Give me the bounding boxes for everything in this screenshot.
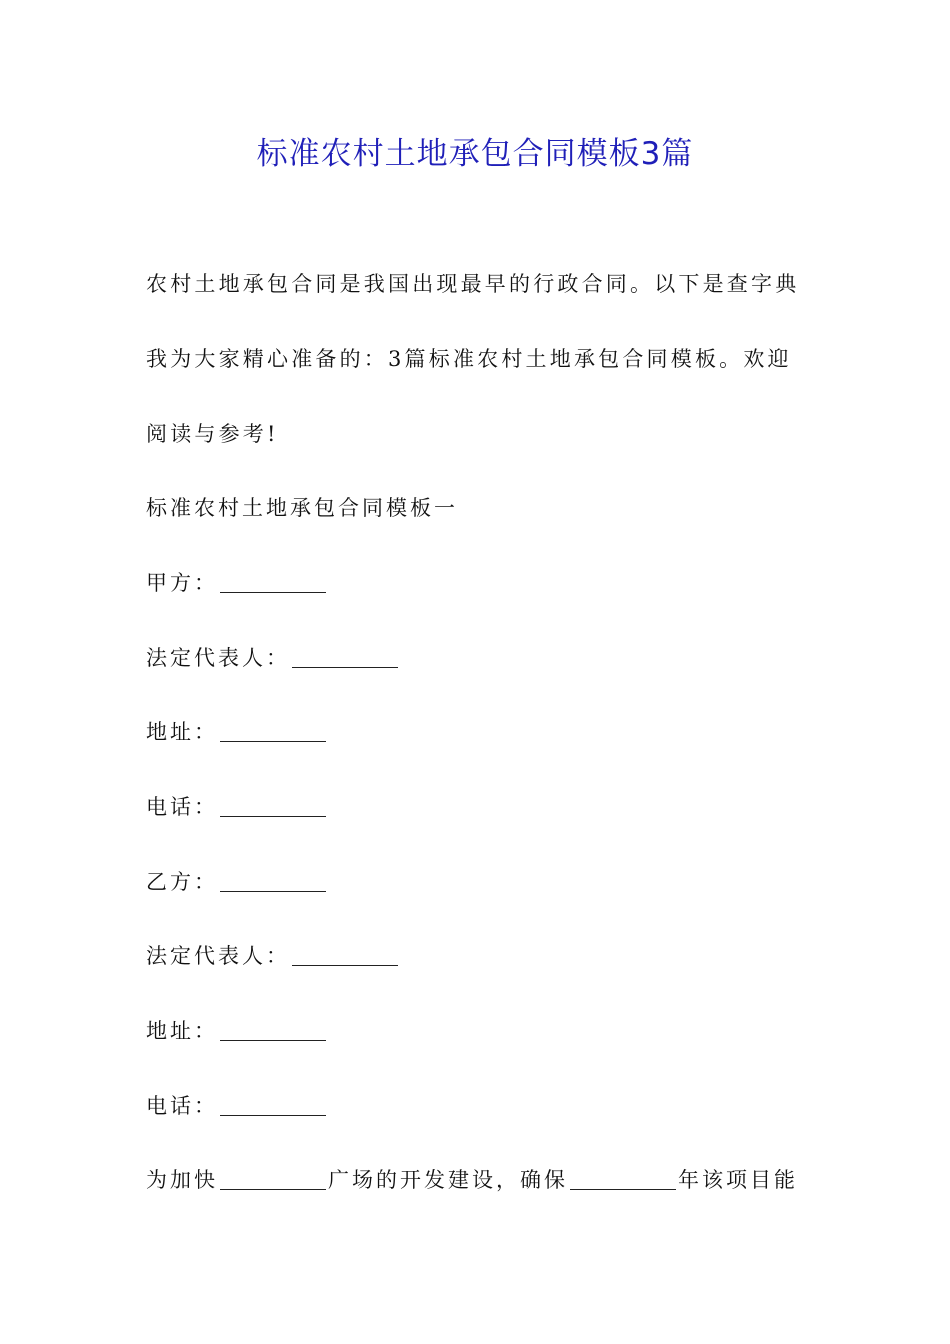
body-text-part-2: 广场的开发建设，确保 xyxy=(328,1168,568,1192)
field-label: 乙方： xyxy=(146,870,218,894)
fill-blank xyxy=(220,1039,326,1041)
field-party-b xyxy=(146,867,326,897)
fill-blank xyxy=(292,666,398,668)
body-text-part-3: 年该项目能 xyxy=(678,1168,798,1192)
fill-blank xyxy=(220,740,326,742)
field-phone-a xyxy=(146,792,326,822)
section-heading: 标准农村土地承包合同模板一 xyxy=(146,496,458,520)
field-label: 地址： xyxy=(146,720,218,744)
fill-blank xyxy=(220,591,326,593)
field-party-a xyxy=(146,568,326,598)
fill-blank xyxy=(292,964,398,966)
field-label: 法定代表人： xyxy=(146,944,290,968)
intro-line-2: 我为大家精心准备的：3篇标准农村土地承包合同模板。欢迎 xyxy=(146,347,792,371)
field-phone-b xyxy=(146,1091,326,1121)
fill-blank xyxy=(220,815,326,817)
field-label: 电话： xyxy=(146,795,218,819)
field-legal-rep-a xyxy=(146,643,398,673)
field-label: 甲方： xyxy=(146,571,218,595)
field-address-a xyxy=(146,717,326,747)
field-label: 法定代表人： xyxy=(146,646,290,670)
fill-blank xyxy=(220,1114,326,1116)
fill-blank xyxy=(220,1188,326,1190)
field-label: 电话： xyxy=(146,1094,218,1118)
field-legal-rep-b xyxy=(146,941,398,971)
field-address-b xyxy=(146,1016,326,1046)
fill-blank xyxy=(570,1188,676,1190)
intro-line-1: 农村土地承包合同是我国出现最早的行政合同。以下是查字典 xyxy=(146,272,800,296)
document-title: 标准农村土地承包合同模板3篇 xyxy=(256,136,694,172)
fill-blank xyxy=(220,890,326,892)
intro-line-3: 阅读与参考! xyxy=(146,422,279,446)
body-line xyxy=(146,1165,798,1195)
body-text-part-1: 为加快 xyxy=(146,1168,218,1192)
field-label: 地址： xyxy=(146,1019,218,1043)
